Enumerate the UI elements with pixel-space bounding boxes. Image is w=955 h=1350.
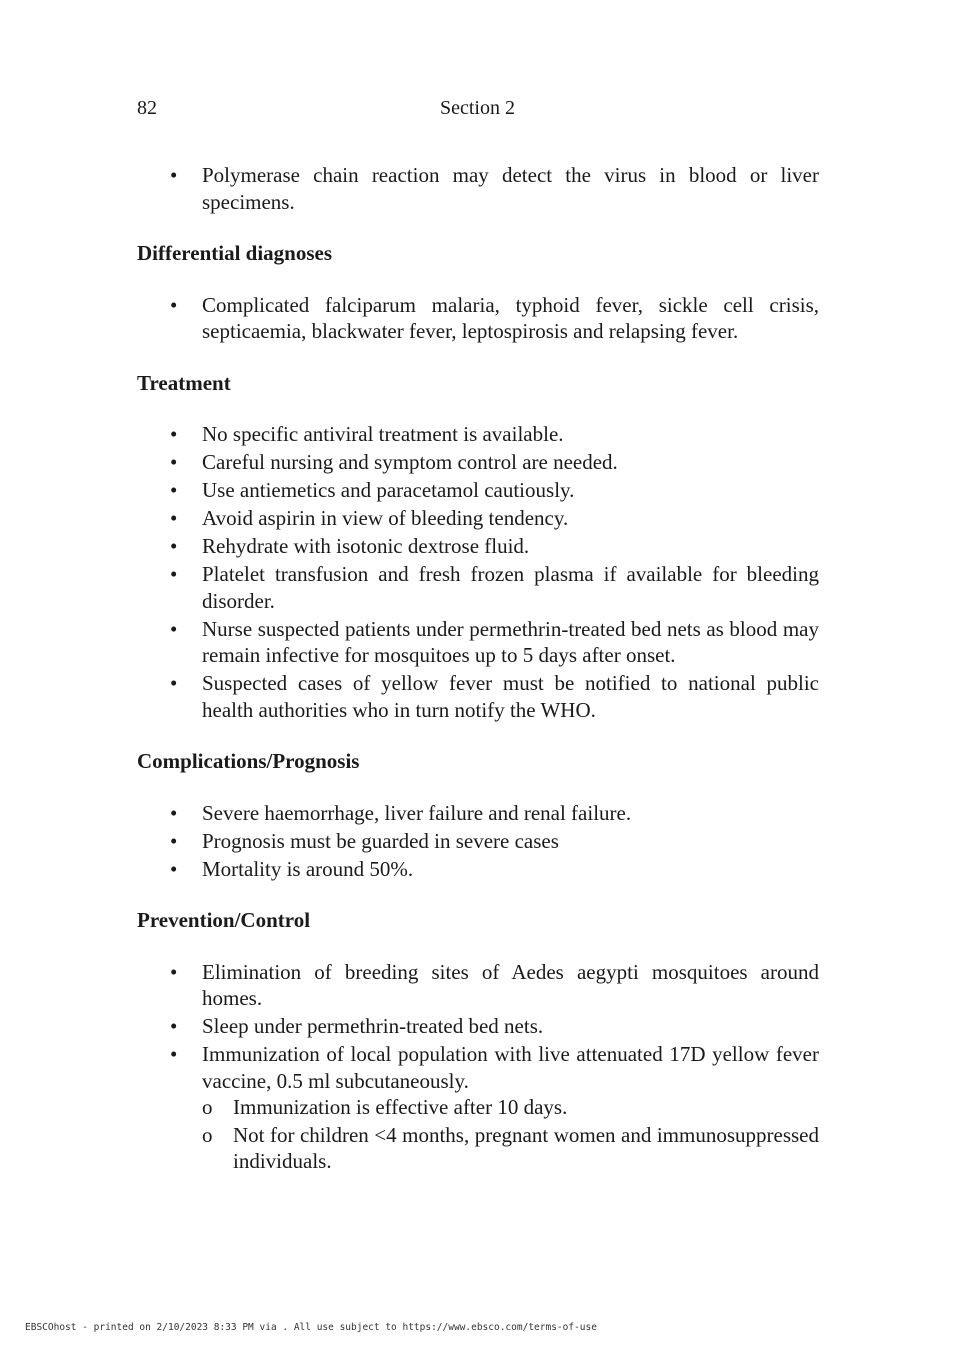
bullet-icon: • [170, 292, 178, 317]
list-item-text: Nurse suspected patients under permethrin-treated bed nets as blood may remain infective for mosquitoes up to 5 days after onset. [202, 616, 819, 667]
list-item-text: No specific antiviral treatment is available. [202, 422, 564, 446]
intro-bullet-list [137, 162, 819, 215]
bullet-icon: • [170, 856, 178, 881]
section-heading-treatment: Treatment [137, 370, 231, 395]
list-item-text: Avoid aspirin in view of bleeding tendency. [202, 506, 569, 530]
treatment-bullet-list [137, 421, 819, 723]
list-item [137, 1041, 819, 1175]
list-item [137, 449, 819, 476]
section-heading-complications: Complications/Prognosis [137, 749, 360, 773]
list-item-text: Elimination of breeding sites of Aedes aegypti mosquitoes around homes. [202, 959, 819, 1010]
list-item-text: Prognosis must be guarded in severe cases [202, 828, 559, 853]
prevention-sub-bullet-list [202, 1094, 819, 1175]
list-item [137, 477, 819, 504]
bullet-icon: • [170, 478, 178, 502]
bullet-icon: • [170, 534, 178, 558]
hollow-bullet-icon: o [202, 1122, 213, 1147]
list-item [137, 421, 819, 448]
bullet-icon: • [170, 616, 178, 641]
list-item-text: Sleep under permethrin-treated bed nets. [202, 1014, 544, 1038]
list-item-text: Rehydrate with isotonic dextrose fluid. [202, 534, 530, 558]
bullet-icon: • [170, 828, 178, 853]
sub-list-item [202, 1122, 819, 1175]
sub-list-item-text: Immunization is effective after 10 days. [233, 1095, 568, 1119]
section-heading-prevention: Prevention/Control [137, 908, 311, 932]
bullet-icon: • [170, 450, 178, 474]
bullet-icon: • [170, 1042, 178, 1066]
list-item [137, 505, 819, 532]
list-item [137, 959, 819, 1012]
bullet-icon: • [170, 163, 178, 187]
list-item-text: Polymerase chain reaction may detect the virus in blood or liver specimens. [202, 163, 819, 214]
differential-bullet-list [137, 292, 819, 345]
list-item [137, 828, 819, 855]
running-head: Section 2 [440, 97, 515, 119]
prevention-bullet-list [137, 959, 819, 1175]
list-item [137, 561, 819, 614]
list-item [137, 800, 819, 827]
hollow-bullet-icon: o [202, 1095, 213, 1119]
bullet-icon: • [170, 1014, 178, 1038]
list-item-text: Mortality is around 50%. [202, 856, 414, 881]
list-item-text: Suspected cases of yellow fever must be notified to national public health authorities who in turn notify the WHO. [202, 671, 819, 722]
list-item-text: Use antiemetics and paracetamol cautiously. [202, 478, 575, 502]
section-heading-differential: Differential diagnoses [137, 241, 333, 265]
page-content [137, 162, 819, 1176]
bullet-icon: • [170, 422, 178, 446]
bullet-icon: • [170, 562, 178, 586]
list-item-text: Platelet transfusion and fresh frozen plasma if available for bleeding disorder. [202, 562, 819, 613]
list-item [137, 162, 819, 215]
list-item [137, 533, 819, 560]
print-footer: EBSCOhost - printed on 2/10/2023 8:33 PM via . All use subject to https://www.ebsco.com/terms-of-use [25, 1322, 597, 1333]
complications-bullet-list [137, 800, 819, 883]
list-item [137, 616, 819, 669]
bullet-icon: • [170, 506, 178, 530]
bullet-icon: • [170, 800, 178, 825]
list-item [137, 670, 819, 723]
list-item-text: Complicated falciparum malaria, typhoid fever, sickle cell crisis, septicaemia, blackwater fever, leptospirosis and relapsing fever. [202, 292, 819, 343]
list-item-text: Immunization of local population with live attenuated 17D yellow fever vaccine, 0.5 ml subcutaneously. [202, 1042, 819, 1093]
list-item [137, 1013, 819, 1040]
bullet-icon: • [170, 959, 178, 984]
sub-list-item-text: Not for children <4 months, pregnant women and immunosuppressed individuals. [233, 1122, 819, 1173]
list-item [137, 292, 819, 345]
bullet-icon: • [170, 671, 178, 695]
list-item-text: Severe haemorrhage, liver failure and renal failure. [202, 800, 632, 825]
list-item [137, 856, 819, 883]
sub-list-item [202, 1094, 819, 1121]
list-item-text: Careful nursing and symptom control are needed. [202, 450, 618, 474]
page-number: 82 [137, 97, 157, 119]
